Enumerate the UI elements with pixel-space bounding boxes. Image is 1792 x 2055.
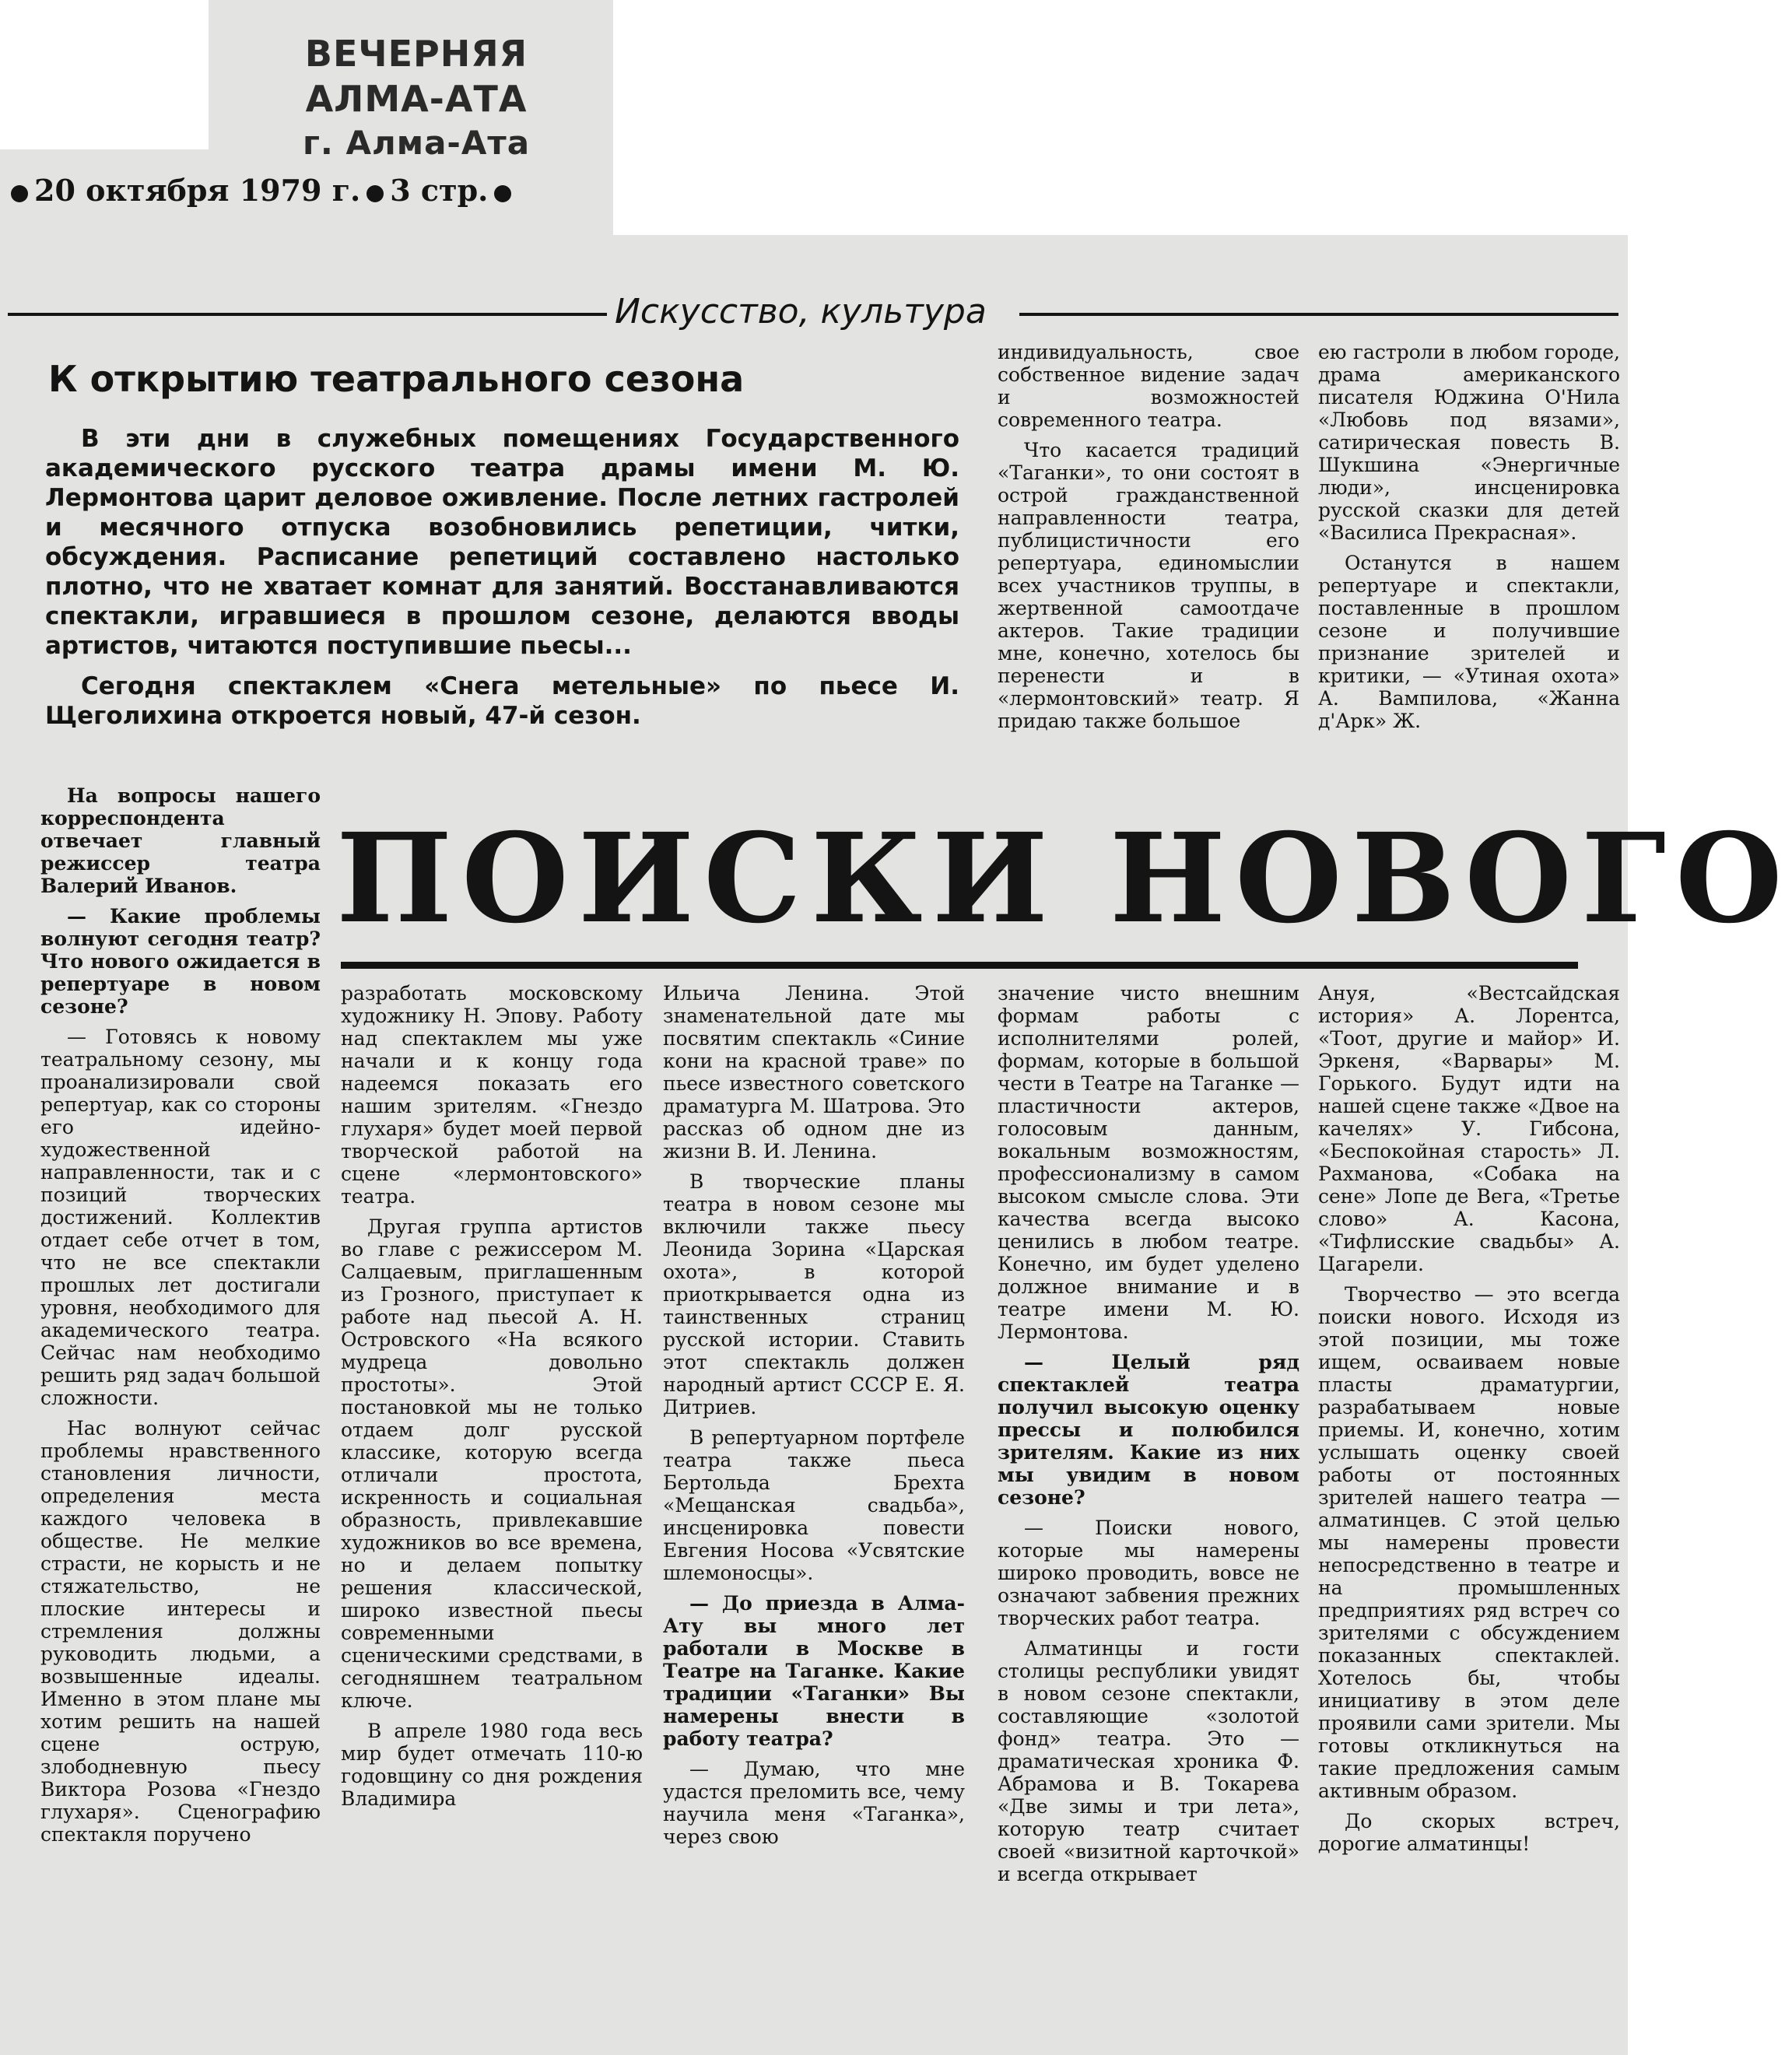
body-paragraph: В репертуарном портфеле театра также пьеса Бертольда Брехта «Мещанская свадьба», инсценировка повести Евгения Носова «Усвятские шлемоносцы».	[663, 1426, 965, 1584]
body-paragraph: Другая группа артистов во главе с режиссером М. Салцаевым, приглашенным из Грозного, приступает к работе над пьесой А. Н. Островского «На всякого мудреца довольно простоты». Этой постановкой мы не только отдаем долг русской классике, которую всегда отличали простота, искренность и социальная образность, привлекавшие художников во все времена, но и делаем попытку решения классической, широко известной пьесы современными сценическими средствами, в сегодняшнем театральном ключе.	[341, 1215, 643, 1712]
column-5-bottom	[1318, 982, 1620, 2048]
body-paragraph: значение чисто внешним формам работы с исполнителями ролей, формам, которые в большой чести в Театре на Таганке — пластичности актеров, голосовым данным, вокальным возможностям, профессионализму в самом высоком смысле слова. Эти качества всегда высоко ценились в любом театре. Конечно, им будет уделено должное внимание и в театре имени М. Ю. Лермонтова.	[998, 982, 1299, 1343]
body-paragraph: — Думаю, что мне удастся преломить все, чему научила меня «Таганка», через свою	[663, 1758, 965, 1848]
body-paragraph: разработать московскому художнику Н. Эпову. Работу над спектаклем мы уже начали и к концу года надеемся показать его нашим зрителям. «Гнездо глухаря» будет моей первой творческой работой на сцене «лермонтовского» театра.	[341, 982, 643, 1208]
lead-paragraph: Сегодня спектаклем «Снега метельные» по пьесе И. Щеголихина откроется новый, 47-й сезон.	[45, 672, 959, 730]
intro-paragraph: На вопросы нашего корреспондента отвечает главный режиссер театра Валерий Иванов.	[40, 784, 321, 897]
column-4-bottom	[998, 982, 1299, 2048]
body-paragraph: Нас волнуют сейчас проблемы нравственного становления личности, определения места каждого человека в обществе. Не мелкие страсти, не корысть и не стяжательство, не плоские интересы и стремления должны руководить людьми, а возвышенные идеалы. Именно в этом плане мы хотим решить на нашей сцене острую, злободневную пьесу Виктора Розова «Гнездо глухаря». Сценографию спектакля поручено	[40, 1417, 321, 1846]
body-paragraph: В апреле 1980 года весь мир будет отмечать 110-ю годовщину со дня рождения Владимира	[341, 1720, 643, 1810]
bullet-icon	[11, 185, 28, 202]
body-paragraph: В творческие планы театра в новом сезоне мы включили также пьесу Леонида Зорина «Царская охота», в которой приоткрывается одна из таинственных страниц русской истории. Ставить этот спектакль должен народный артист СССР Е. Я. Дитриев.	[663, 1170, 965, 1419]
column-4-top	[998, 341, 1299, 800]
body-paragraph: — Готовясь к новому театральному сезону, мы проанализировали свой репертуар, как со стороны его идейно-художественной направленности, так и с позиций творческих достижений. Коллектив отдает себе отчет в том, что не все спектакли прошлых лет достигали уровня, необходимого для академического театра. Сейчас нам необходимо решить ряд задач большой сложности.	[40, 1026, 321, 1409]
column-3	[663, 982, 965, 2048]
closing-paragraph: До скорых встреч, дорогие алматинцы!	[1318, 1810, 1620, 1855]
newspaper-stamp	[233, 31, 599, 165]
column-2	[341, 982, 643, 2048]
body-paragraph: Останутся в нашем репертуаре и спектакли, поставленные в прошлом сезоне и получившие признание зрителей и критики, — «Утиная охота» А. Вампилова, «Жанна д'Арк» Ж.	[1318, 552, 1620, 732]
body-paragraph: Творчество — это всегда поиски нового. Исходя из этой позиции, мы тоже ищем, осваиваем новые пласты драматургии, разрабатываем новые приемы. И, конечно, хотим услышать оценку своей работы от постоянных зрителей нашего театра — алматинцев. С этой целью мы намерены провести непосредственно в театре и на промышленных предприятиях ряд встреч со зрителями с обсуждением показанных спектаклей. Хотелось бы, чтобы инициативу в этом деле проявили сами зрители. Мы готовы откликнуться на такие предложения самым активным образом.	[1318, 1283, 1620, 1802]
stamp-newspaper-name: ВЕЧЕРНЯЯ АЛМА-АТА	[304, 33, 528, 120]
issue-date: 20 октября 1979 г.	[34, 173, 361, 208]
rubric-rule-left	[8, 313, 607, 316]
headline: ПОИСКИ НОВОГО	[336, 807, 1792, 951]
stamp-city: г. Алма-Ата	[302, 124, 531, 162]
lead-paragraph: В эти дни в служебных помещениях Государственного академического русского театра драмы имени М. Ю. Лермонтова царит деловое оживление. После летних гастролей и месячного отпуска возобновились репетиции, читки, обсуждения. Расписание репетиций составлено настолько плотно, что не хватает комнат для занятий. Восстанавливаются спектакли, игравшиеся в прошлом сезоне, делаются вводы артистов, читаются поступившие пьесы...	[45, 425, 959, 660]
body-paragraph: Ануя, «Вестсайдская история» А. Лорентса, «Тоот, другие и майор» И. Эркеня, «Варвары» М. Горького. Будут идти на нашей сцене также «Двое на качелях» У. Гибсона, «Беспокойная старость» Л. Рахманова, «Собака на сене» Лопе де Вега, «Третье слово» А. Касона, «Тифлисские свадьбы» А. Цагарели.	[1318, 982, 1620, 1275]
interview-question: — Какие проблемы волнуют сегодня театр? Что нового ожидается в репертуаре в новом сезоне?	[40, 905, 321, 1018]
body-paragraph: индивидуальность, свое собственное видение задач и возможностей современного театра.	[998, 341, 1299, 431]
rubric-rule-right	[1019, 313, 1618, 316]
section-rubric: Искусство, культура	[607, 292, 994, 331]
right-black-edge	[1393, 0, 1628, 235]
column-1	[40, 784, 321, 2049]
page-number: 3 стр.	[390, 173, 489, 208]
body-paragraph: ею гастроли в любом городе, драма американского писателя Юджина О'Нила «Любовь под вязами», сатирическая повесть В. Шукшина «Энергичные люди», инсценировка русской сказки для детей «Василиса Прекрасная».	[1318, 341, 1620, 544]
bullet-icon	[366, 185, 384, 202]
bullet-icon	[494, 185, 511, 202]
headline-rule	[341, 962, 1578, 969]
body-paragraph: Алматинцы и гости столицы республики увидят в новом сезоне спектакли, составляющие «золотой фонд» театра. Это — драматическая хроника Ф. Абрамова и В. Токарева «Две зимы и три лета», которую театр считает своей «визитной карточкой» и всегда открывает	[998, 1637, 1299, 1885]
interview-question: — До приезда в Алма-Ату вы много лет работали в Москве в Театре на Таганке. Какие традиции «Таганки» Вы намерены внести в работу театра?	[663, 1592, 965, 1750]
column-5-top	[1318, 341, 1620, 800]
article-kicker: К открытию театрального сезона	[48, 358, 745, 400]
body-paragraph: Ильича Ленина. Этой знаменательной дате мы посвятим спектакль «Синие кони на красной траве» по пьесе известного советского драматурга М. Шатрова. Это рассказ об одном дне из жизни В. И. Ленина.	[663, 982, 965, 1163]
article-lead	[45, 424, 959, 731]
interview-question: — Целый ряд спектаклей театра получил высокую оценку прессы и полюбился зрителям. Какие из них мы увидим в новом сезоне?	[998, 1351, 1299, 1509]
body-paragraph: — Поиски нового, которые мы намерены широко проводить, вовсе не означают забвения прежних творческих работ театра.	[998, 1517, 1299, 1629]
dateline	[5, 173, 517, 208]
body-paragraph: Что касается традиций «Таганки», то они состоят в острой гражданственной направленности театра, публицистичности его репертуара, единомыслии всех участников труппы, в жертвенной самоотдаче актеров. Такие традиции мне, конечно, хотелось бы перенести и в «лермонтовский» театр. Я придаю также большое	[998, 439, 1299, 732]
